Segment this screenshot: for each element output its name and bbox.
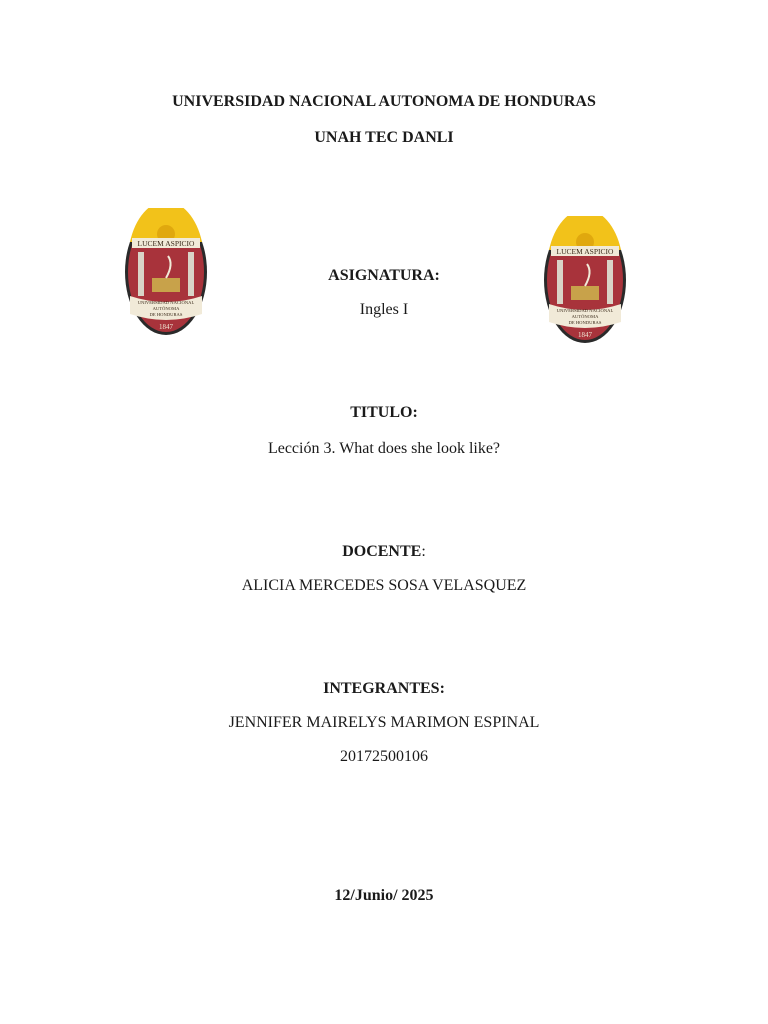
document-date: 12/Junio/ 2025	[334, 887, 434, 904]
member-name: JENNIFER MAIRELYS MARIMON ESPINAL	[228, 714, 540, 731]
campus-name: UNAH TEC DANLI	[314, 129, 454, 146]
teacher-name: ALICIA MERCEDES SOSA VELASQUEZ	[241, 577, 527, 594]
teacher-label-row	[0, 542, 768, 562]
title-label: TITULO:	[350, 404, 418, 421]
title-value: Lección 3. What does she look like?	[267, 440, 501, 457]
university-name: UNIVERSIDAD NACIONAL AUTONOMA DE HONDURAS	[172, 93, 596, 110]
svg-text:AUTÓNOMA: AUTÓNOMA	[152, 306, 180, 311]
seal-motto: LUCEM ASPICIO	[137, 239, 195, 248]
members-label: INTEGRANTES:	[323, 680, 445, 697]
subject-label: ASIGNATURA:	[328, 267, 440, 284]
teacher-label-colon: :	[421, 543, 426, 560]
svg-text:DE HONDURAS: DE HONDURAS	[149, 312, 183, 317]
seal-year: 1847	[159, 323, 173, 331]
subject-value: Ingles I	[359, 301, 409, 318]
teacher-label: DOCENTE	[342, 543, 422, 560]
svg-text:UNIVERSIDAD NACIONAL: UNIVERSIDAD NACIONAL	[137, 300, 195, 305]
member-id: 20172500106	[340, 748, 428, 765]
seal-motto: LUCEM ASPICIO	[556, 247, 614, 256]
svg-text:AUTÓNOMA: AUTÓNOMA	[571, 314, 599, 319]
svg-text:UNIVERSIDAD NACIONAL: UNIVERSIDAD NACIONAL	[556, 308, 614, 313]
seal-year: 1847	[578, 331, 592, 339]
svg-text:DE HONDURAS: DE HONDURAS	[568, 320, 602, 325]
